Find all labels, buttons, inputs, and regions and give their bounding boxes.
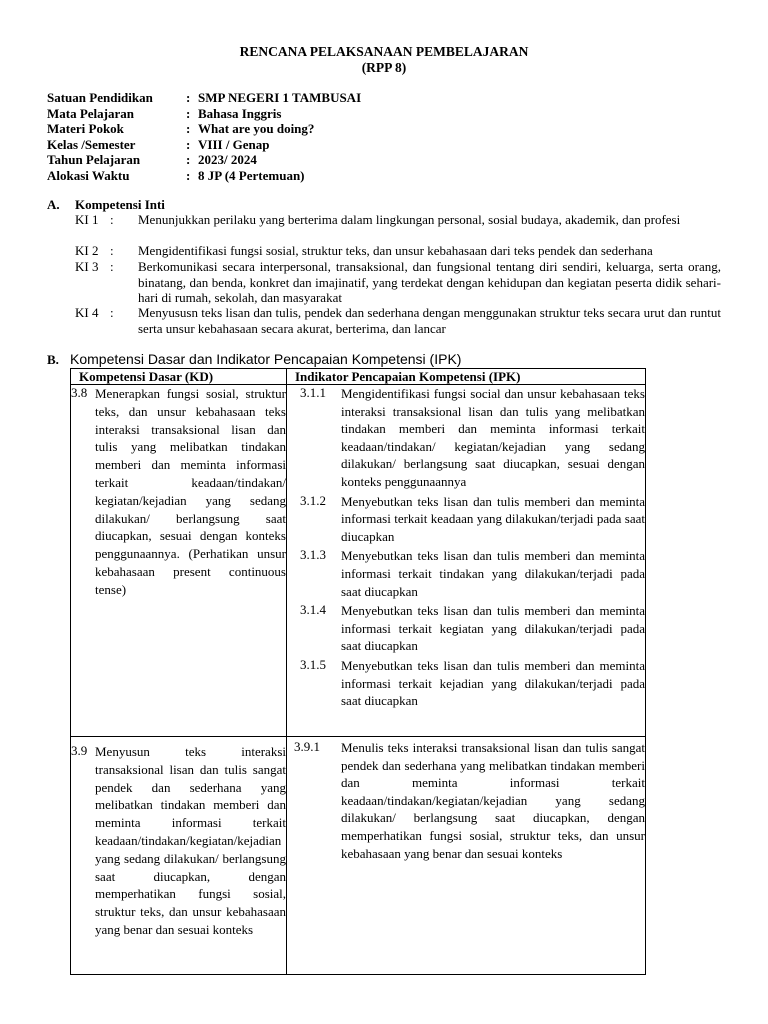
identity-block [47, 90, 361, 183]
section-a-title: Kompetensi Inti [75, 197, 165, 212]
section-a-letter: A. [47, 197, 60, 212]
ki-text: Menunjukkan perilaku yang berterima dalam lingkungan personal, sosial budaya, akademik, dan profesi [138, 212, 681, 227]
document-subtitle: (RPP 8) [361, 60, 407, 75]
identity-value: 8 JP (4 Pertemuan) [198, 167, 305, 183]
identity-label: Materi Pokok [47, 121, 124, 136]
ipk-item [287, 739, 645, 862]
ki-code: KI 3 [75, 259, 99, 274]
identity-colon: : [186, 136, 191, 152]
section-b-title: Kompetensi Dasar dan Indikator Pencapaian Kompetensi (IPK) [70, 351, 462, 367]
section-a-heading [47, 197, 165, 213]
kd-item [71, 743, 286, 939]
ipk-item [287, 493, 645, 546]
table-header-kd: Kompetensi Dasar (KD) [71, 369, 287, 385]
ipk-text: Menyebutkan teks lisan dan tulis memberi dan meminta informasi terkait kegiatan yang dilakukan/terjadi pada saat diucapkan [341, 603, 645, 654]
identity-row [47, 90, 361, 106]
identity-colon: : [186, 121, 191, 136]
section-b-letter: B. [47, 352, 59, 367]
table-row [71, 385, 646, 737]
ipk-number: 3.1.3 [300, 547, 326, 563]
identity-value: SMP NEGERI 1 TAMBUSAI [198, 90, 362, 105]
identity-row [47, 152, 361, 168]
ipk-text: Menulis teks interaksi transaksional lisan dan tulis sangat pendek dan sederhana yang melibatkan tindakan memberi dan meminta informasi terkait keadaan/tindakan/kegiatan/kejadian yang sedang dilakukan/ berlangsung saat diucapkan, dengan memperhatikan fungsi sosial, struktur teks, dan unsur kebahasaan yang benar dan sesuai konteks [341, 740, 645, 861]
ki-colon: : [110, 259, 114, 274]
kd-number: 3.9 [71, 743, 88, 758]
ipk-number: 3.1.4 [300, 602, 326, 618]
ipk-item [287, 385, 645, 491]
kd-cell [71, 737, 287, 975]
identity-value: Bahasa Inggris [198, 105, 282, 121]
ki-colon: : [110, 212, 114, 227]
identity-label: Satuan Pendidikan [47, 90, 153, 105]
identity-value: 2023/ 2024 [198, 152, 257, 167]
table-row [71, 737, 646, 975]
ipk-cell [287, 737, 646, 975]
ipk-cell [287, 385, 646, 737]
ipk-text: Mengidentifikasi fungsi social dan unsur kebahasaan teks interaksi transaksional lisan dan tulis yang melibatkan tindakan memberi dan meminta informasi terkait keadaan/tindakan/ kegiatan/kejadian yang sedang dilakukan/ berlangsung saat diucapkan, sesuai dengan konteks penggunaannya [341, 386, 645, 489]
ipk-text: Menyebutkan teks lisan dan tulis memberi dan meminta informasi terkait kejadian yang dilakukan/terjadi pada saat diucapkan [341, 657, 645, 709]
identity-label: Tahun Pelajaran [47, 152, 141, 167]
identity-colon: : [186, 152, 191, 167]
identity-row [47, 137, 361, 153]
ki-item [75, 243, 721, 259]
ki-code: KI 1 [75, 212, 99, 227]
ki-text: Berkomunikasi secara interpersonal, transaksional, dan fungsional tentang diri sendiri, keluarga, serta orang, binatang, dan benda, konkret dan imajinatif, yang terdekat dengan kehidupan dan kegiatan peserta didik sehari-hari di rumah, sekolah, dan masyarakat [138, 259, 721, 305]
ki-text: Menyususn teks lisan dan tulis, pendek dan sederhana dengan menggunakan struktur teks secara urut dan runtut serta unsur kebahasaan secara akurat, berterima, dan lancar [138, 305, 721, 336]
ki-code: KI 4 [75, 305, 99, 320]
table-header-row [71, 369, 646, 385]
kd-cell [71, 385, 287, 737]
ipk-number: 3.9.1 [294, 739, 320, 754]
ipk-item [287, 602, 645, 655]
identity-label: Mata Pelajaran [47, 105, 135, 121]
ipk-text: Menyebutkan teks lisan dan tulis memberi dan meminta informasi terkait keadaan yang dilakukan/terjadi pada saat diucapkan [341, 493, 645, 544]
kd-item [71, 385, 286, 599]
identity-colon: : [186, 105, 191, 121]
identity-label: Kelas /Semester [47, 136, 136, 152]
identity-row [47, 168, 361, 184]
ki-colon: : [110, 305, 114, 320]
ki-code: KI 2 [75, 243, 99, 258]
section-b-heading [47, 351, 461, 368]
kd-number: 3.8 [71, 385, 88, 400]
table-header-ipk: Indikator Pencapaian Kompetensi (IPK) [287, 369, 646, 385]
ipk-number: 3.1.5 [300, 656, 326, 672]
identity-colon: : [186, 90, 191, 105]
ipk-text: Menyebutkan teks lisan dan tulis memberi dan meminta informasi terkait tindakan yang dilakukan/terjadi pada saat diucapkan [341, 548, 645, 599]
identity-value: What are you doing? [198, 121, 315, 136]
ki-item [75, 259, 721, 306]
identity-colon: : [186, 167, 191, 183]
ipk-item [287, 547, 645, 600]
ki-text: Mengidentifikasi fungsi sosial, struktur teks, dan unsur kebahasaan dari teks pendek dan sederhana [138, 243, 653, 258]
ipk-item [287, 657, 645, 710]
kd-text: Menyusun teks interaksi transaksional lisan dan tulis sangat pendek dan sederhana yang melibatkan tindakan memberi dan meminta informasi terkait keadaan/tindakan/kegiatan/kejadian yang sedang dilakukan/ berlangsung saat diucapkan, dengan memperhatikan fungsi sosial, struktur teks, dan unsur kebahasaan yang benar dan sesuai konteks [95, 744, 286, 937]
kd-ipk-table [70, 368, 646, 975]
ipk-number: 3.1.1 [300, 385, 326, 400]
identity-value: VIII / Genap [198, 136, 270, 152]
ki-colon: : [110, 243, 114, 258]
identity-row [47, 121, 361, 137]
identity-row [47, 106, 361, 122]
kd-text: Menerapkan fungsi sosial, struktur teks, dan unsur kebahasaan teks interaksi transaksional lisan dan tulis yang melibatkan tindakan memberi dan meminta informasi terkait keadaan/tindakan/ kegiatan/kejadian yang sedang dilakukan/ berlangsung saat diucapkan, sesuai dengan konteks penggunaannya. (Perhatikan unsur kebahasaan present continuous tense) [95, 386, 286, 597]
ki-item [75, 212, 721, 228]
ipk-number: 3.1.2 [300, 492, 326, 508]
document-title: RENCANA PELAKSANAAN PEMBELAJARAN [239, 44, 529, 59]
identity-label: Alokasi Waktu [47, 167, 130, 183]
ki-item [75, 305, 721, 336]
